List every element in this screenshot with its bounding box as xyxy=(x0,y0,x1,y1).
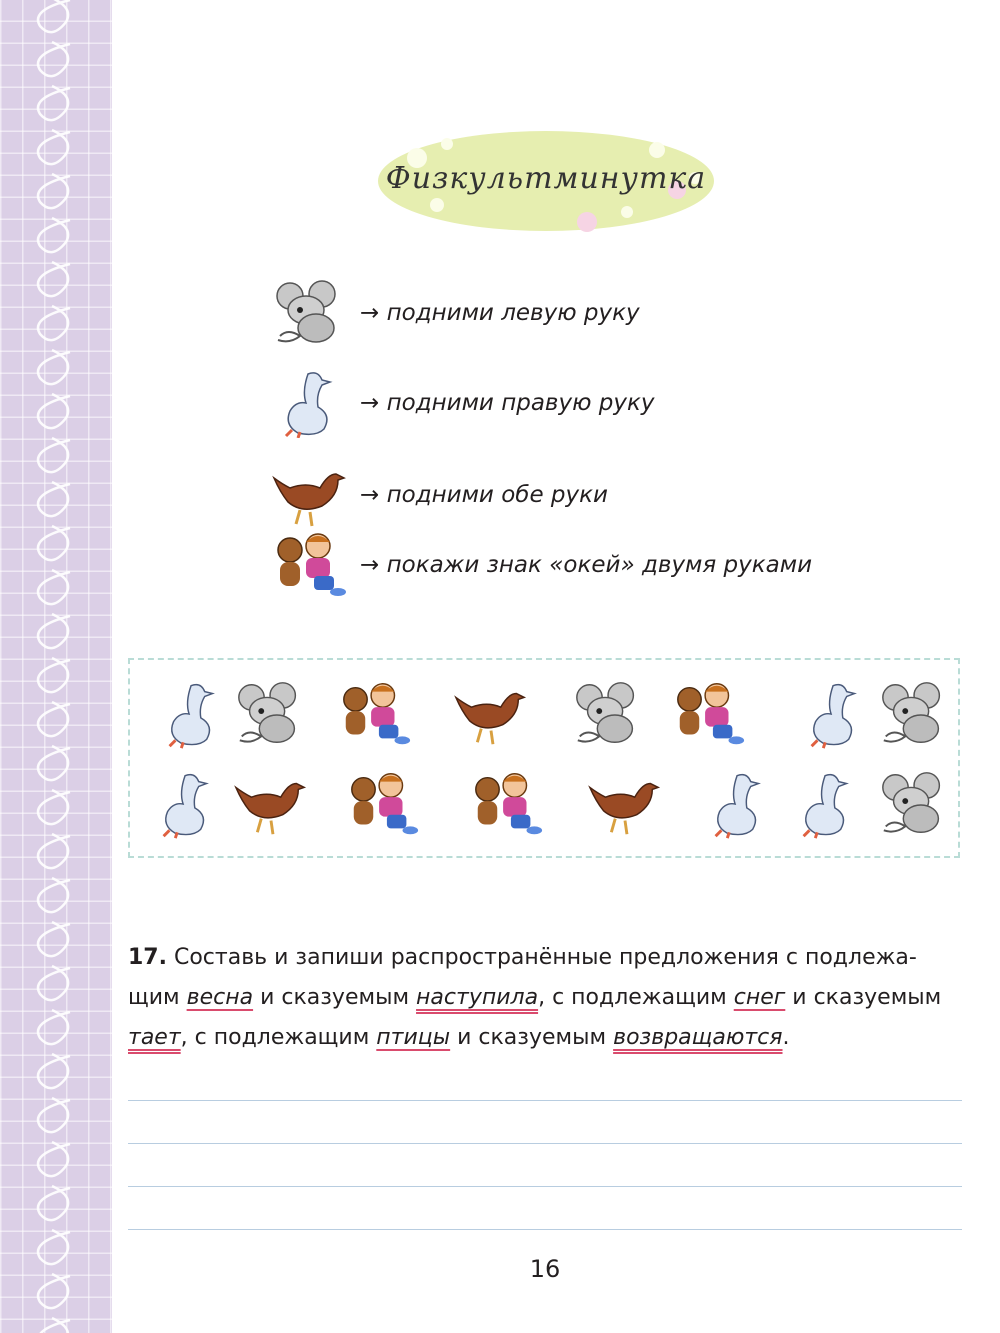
rule-text: → покажи знак «окей» двумя руками xyxy=(360,552,813,578)
task-text: и сказуемым xyxy=(253,985,417,1010)
decorative-side-strip xyxy=(0,0,112,1333)
predicate-word: наступила xyxy=(416,985,539,1010)
task-text: , с подлежащим xyxy=(180,1025,377,1050)
predicate-word: тает xyxy=(128,1025,181,1050)
task-text: Составь и запиши распространённые предложения с подлежа-щим xyxy=(128,945,917,1010)
mouse-icon xyxy=(570,674,648,754)
predicate-word: возвращаются xyxy=(613,1025,783,1050)
page-number: 16 xyxy=(529,1255,561,1283)
writing-line[interactable] xyxy=(128,1100,962,1101)
kids-icon xyxy=(344,764,422,844)
task-17 xyxy=(128,938,964,1058)
task-number: 17. xyxy=(128,945,167,970)
hen-icon xyxy=(452,674,530,754)
mouse-icon xyxy=(876,674,954,754)
task-text: , с подлежащим xyxy=(538,985,734,1010)
goose-icon xyxy=(154,674,232,754)
writing-line[interactable] xyxy=(128,1143,962,1144)
rule-row-goose xyxy=(270,368,870,438)
task-text: и сказуемым xyxy=(450,1025,614,1050)
kids-icon xyxy=(270,530,350,600)
goose-icon xyxy=(788,764,866,844)
rule-row-kids xyxy=(270,530,870,600)
mouse-icon xyxy=(270,278,350,348)
task-text: и сказуемым xyxy=(785,985,942,1010)
goose-icon xyxy=(700,764,778,844)
rule-row-mouse xyxy=(270,278,870,348)
header-badge xyxy=(377,130,715,232)
subject-word: весна xyxy=(186,985,254,1010)
task-text: . xyxy=(782,1025,790,1050)
kids-icon xyxy=(670,674,748,754)
goose-icon xyxy=(270,368,350,438)
subject-word: птицы xyxy=(376,1025,451,1050)
rule-text: → подними обе руки xyxy=(360,482,608,508)
kids-icon xyxy=(336,674,414,754)
writing-line[interactable] xyxy=(128,1186,962,1187)
hen-icon xyxy=(270,460,350,530)
kids-icon xyxy=(468,764,546,844)
goose-icon xyxy=(796,674,874,754)
rule-text: → подними правую руку xyxy=(360,390,655,416)
header-title: Физкультминутка xyxy=(385,161,707,196)
rule-row-hen xyxy=(270,460,870,530)
mouse-icon xyxy=(232,674,310,754)
loop-pattern xyxy=(0,0,112,1333)
hen-icon xyxy=(586,764,664,844)
hen-icon xyxy=(232,764,310,844)
mouse-icon xyxy=(876,764,954,844)
animal-sequence-box xyxy=(128,658,960,858)
writing-line[interactable] xyxy=(128,1229,962,1230)
subject-word: снег xyxy=(733,985,786,1010)
rule-text: → подними левую руку xyxy=(360,300,640,326)
goose-icon xyxy=(148,764,226,844)
